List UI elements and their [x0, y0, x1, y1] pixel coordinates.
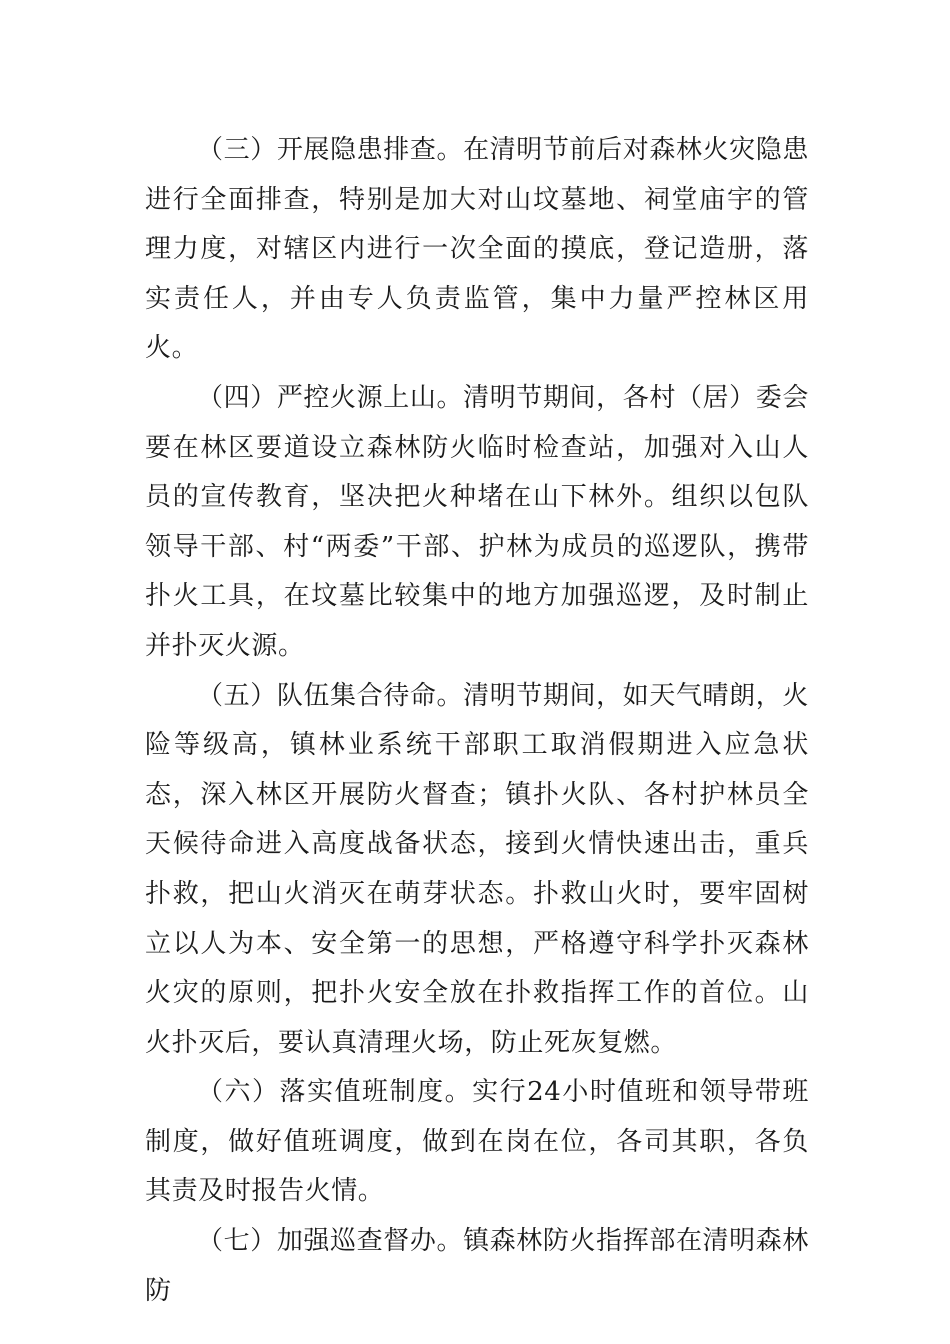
paragraph-5-team-standby: （五）队伍集合待命。清明节期间，如天气晴朗，火险等级高，镇林业系统干部职工取消假期进入应急状态，深入林区开展防火督查；镇扑火队、各村护林员全天候待命进入高度战备状态，接到火情快速出击，重兵扑救，把山火消灭在萌芽状态。扑救山火时，要牢固树立以人为本、安全第一的思想，严格遵守科学扑灭森林火灾的原则，把扑火安全放在扑救指挥工作的首位。山火扑灭后，要认真清理火场，防止死灰复燃。	[145, 680, 809, 1058]
paragraph-4-fire-source-control: （四）严控火源上山。清明节期间，各村（居）委会要在林区要道设立森林防火临时检查站，加强对入山人员的宣传教育，坚决把火种堵在山下林外。组织以包队领导干部、村“两委”干部、护林为成员的巡逻队，携带扑火工具，在坟墓比较集中的地方加强巡逻，及时制止并扑灭火源。	[145, 382, 809, 661]
paragraph-7-patrol-supervision: （七）加强巡查督办。镇森林防火指挥部在清明森林防	[145, 1226, 809, 1306]
paragraph-3-hazard-inspection: （三）开展隐患排查。在清明节前后对森林火灾隐患进行全面排查，特别是加大对山坟墓地、祠堂庙宇的管理力度，对辖区内进行一次全面的摸底，登记造册，落实责任人，并由专人负责监管，集中力量严控林区用火。	[145, 135, 809, 364]
document-body	[145, 126, 809, 1316]
paragraph-6-duty-system: （六）落实值班制度。实行24小时值班和领导带班制度，做好值班调度，做到在岗在位，各司其职，各负其责及时报告火情。	[145, 1077, 809, 1207]
